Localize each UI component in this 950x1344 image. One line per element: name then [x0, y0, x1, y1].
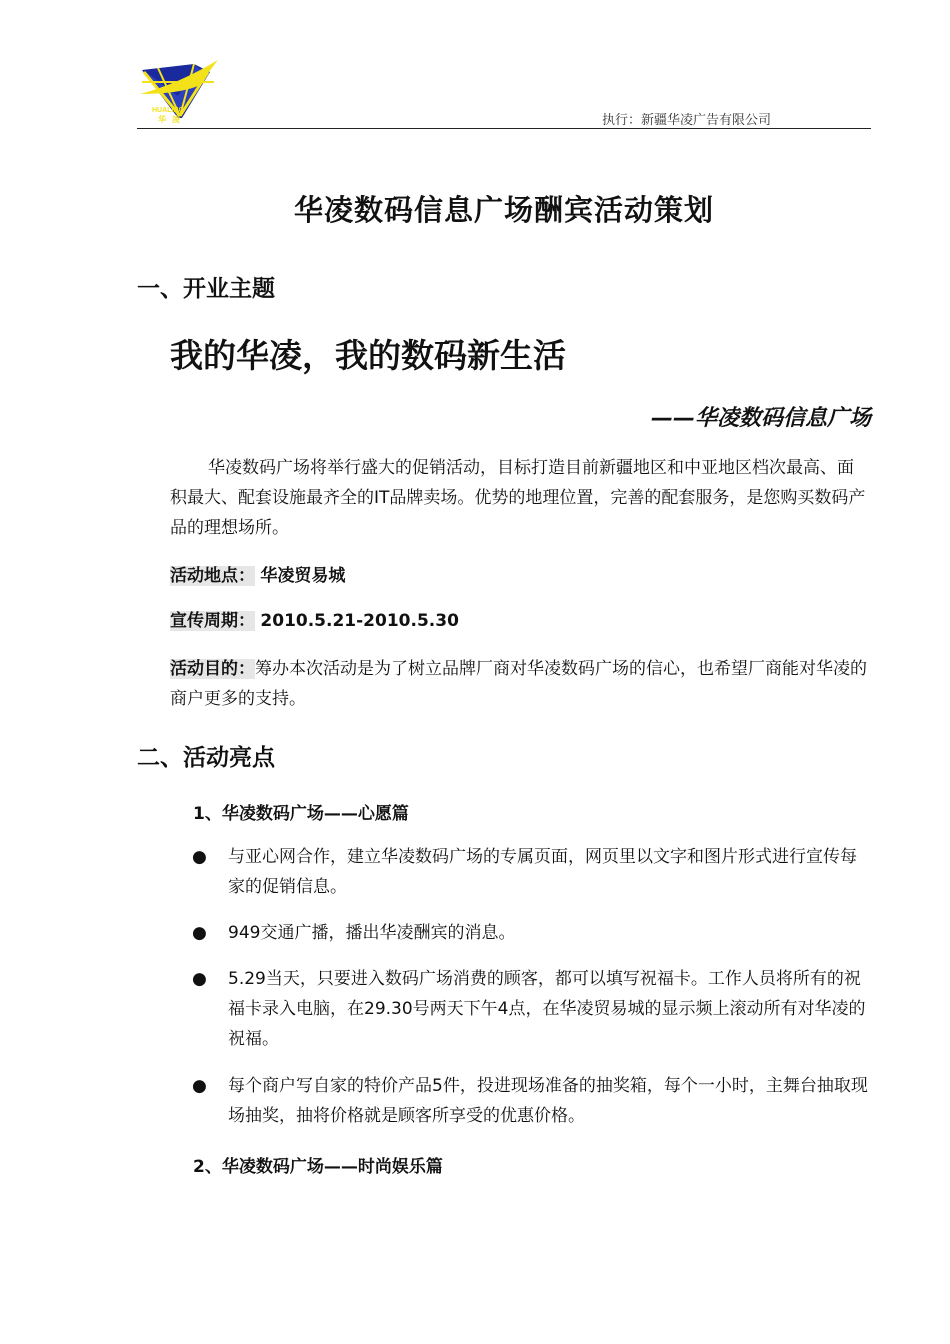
list-item [192, 842, 872, 902]
subheading-wishes: 1、华凌数码广场——心愿篇 [193, 804, 409, 824]
section1-heading: 一、开业主题 [137, 276, 275, 302]
logo-text: HUALING [152, 107, 184, 114]
subheading-entertainment: 2、华凌数码广场——时尚娱乐篇 [193, 1157, 443, 1177]
theme-signature: ——华凌数码信息广场 [650, 406, 871, 431]
list-item [192, 964, 872, 1054]
logo-chinese: 华凌 [158, 115, 186, 124]
location-row [170, 562, 345, 590]
header-divider [137, 128, 871, 129]
list-item-text: 949交通广播，播出华凌酬宾的消息。 [228, 923, 516, 943]
executor-text: 执行：新疆华凌广告有限公司 [602, 113, 772, 128]
location-value: 华凌贸易城 [260, 566, 346, 586]
list-item-text: 与亚心网合作，建立华凌数码广场的专属页面，网页里以文字和图片形式进行宣传每家的促销信息。 [228, 847, 857, 897]
list-item-text: 每个商户写自家的特价产品5件，投进现场准备的抽奖箱，每个一小时，主舞台抽取现场抽奖，抽将价格就是顾客所享受的优惠价格。 [228, 1076, 868, 1126]
bullet-icon: ● [192, 847, 207, 867]
location-label: 活动地点： [170, 566, 255, 586]
theme-slogan: 我的华凌，我的数码新生活 [170, 336, 566, 375]
list-item [192, 1071, 872, 1131]
list-item-text: 5.29当天，只要进入数码广场消费的顾客，都可以填写祝福卡。工作人员将所有的祝福卡录入电脑，在29.30号两天下午4点，在华凌贸易城的显示频上滚动所有对华凌的祝福。 [228, 969, 866, 1049]
bullet-icon: ● [192, 923, 207, 943]
purpose-label: 活动目的： [170, 659, 255, 679]
purpose-row [170, 654, 870, 714]
logo-graphic [138, 58, 222, 124]
list-item [192, 918, 872, 948]
period-label: 宣传周期： [170, 611, 255, 631]
intro-paragraph: 华凌数码广场将举行盛大的促销活动，目标打造目前新疆地区和中亚地区档次最高、面积最大、配套设施最齐全的IT品牌卖场。优势的地理位置，完善的配套服务，是您购买数码产品的理想场所。 [170, 458, 866, 538]
bullet-icon: ● [192, 969, 207, 989]
section2-heading: 二、活动亮点 [137, 745, 275, 771]
bullet-icon: ● [192, 1076, 207, 1096]
period-value: 2010.5.21-2010.5.30 [260, 611, 459, 631]
period-row [170, 607, 459, 635]
document-title: 华凌数码信息广场酬宾活动策划 [293, 193, 714, 227]
purpose-value: 筹办本次活动是为了树立品牌厂商对华凌数码广场的信心，也希望厂商能对华凌的商户更多的支持。 [170, 659, 867, 709]
company-logo [138, 58, 222, 124]
